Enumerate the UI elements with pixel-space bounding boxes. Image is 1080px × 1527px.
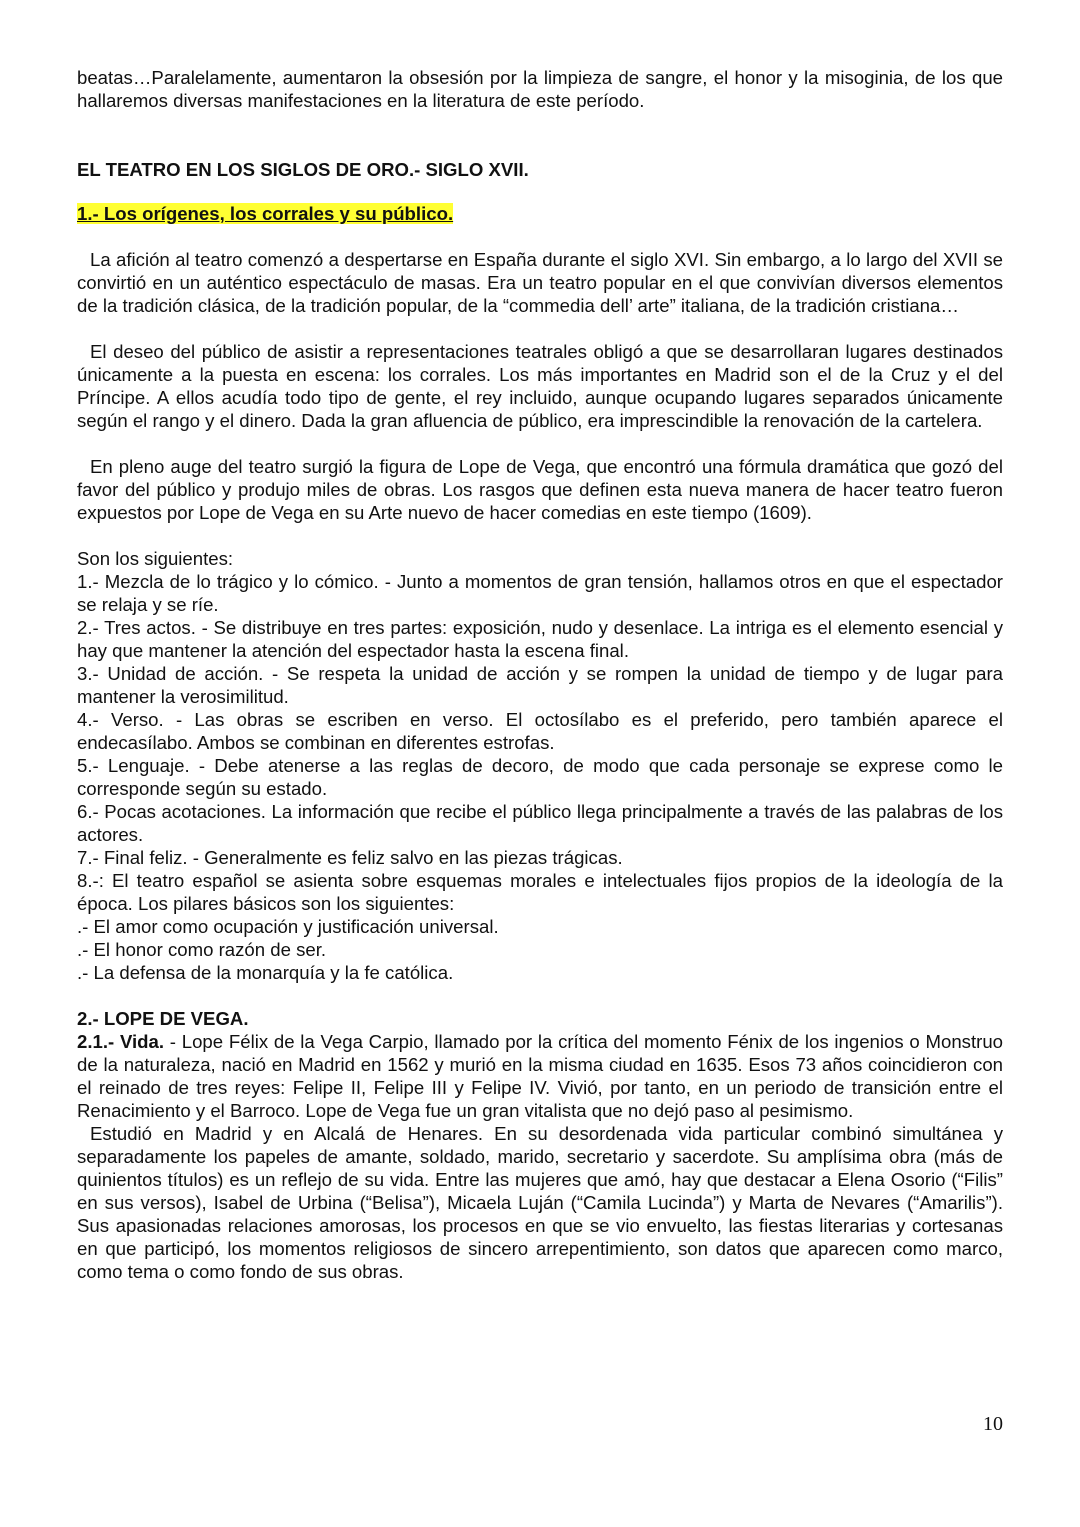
subsection-title: 1.- Los orígenes, los corrales y su público. — [77, 203, 454, 224]
intro-continuation: beatas…Paralelamente, aumentaron la obsesión por la limpieza de sangre, el honor y la misoginia, de los que hallaremos diversas manifestaciones en la literatura de este período. — [77, 67, 1003, 111]
paragraph-origins: La afición al teatro comenzó a despertarse en España durante el siglo XVI. Sin embargo, a lo largo del XVII se convirtió en un auténtico espectáculo de masas. Era un teatro popular en el que convivían diversos elementos de la tradición clásica, de la tradición popular, de la “commedia dell’ arte” italiana, de la tradición cristiana… — [77, 249, 1003, 316]
spacer — [77, 317, 1003, 340]
spacer — [77, 984, 1003, 1007]
vida-paragraph-2: Estudió en Madrid y en Alcalá de Henares. En su desordenada vida particular combinó simultánea y separadamente los papeles de amante, soldado, marido, secretario y sacerdote. Su amplísima obra (más de quinientos títulos) es un reflejo de su vida. Entre las mujeres que amó, hay que destacar a Elena Osorio (“Filis” en sus versos), Isabel de Urbina (“Belisa”), Micaela Luján (“Camila Lucinda”) y Marta de Nevares (“Amarilis”). Sus apasionadas relaciones amorosas, los procesos en que se vio envuelto, las fiestas literarias y cortesanas en que participó, los momentos religiosos de sincero arrepentimiento, son datos que aparecen como marco, como tema o como fondo de sus obras. — [77, 1123, 1003, 1282]
list-item: 1.- Mezcla de lo trágico y lo cómico. - Junto a momentos de gran tensión, hallamos otros en que el espectador se relaja y se ríe. — [77, 571, 1003, 615]
spacer — [77, 524, 1003, 547]
spacer — [77, 112, 1003, 158]
paragraph-lope: En pleno auge del teatro surgió la figura de Lope de Vega, que encontró una fórmula dramática que gozó del favor del público y produjo miles de obras. Los rasgos que definen esta nueva manera de hacer teatro fueron expuestos por Lope de Vega en su Arte nuevo de hacer comedias en este tiempo (1609). — [77, 456, 1003, 523]
spacer — [77, 181, 1003, 202]
section-title: EL TEATRO EN LOS SIGLOS DE ORO.- SIGLO XVII. — [77, 159, 529, 180]
subsection-title-wrapper — [77, 202, 1003, 225]
spacer — [77, 432, 1003, 455]
section2-title: 2.- LOPE DE VEGA. — [77, 1008, 249, 1029]
list-item: 5.- Lenguaje. - Debe atenerse a las reglas de decoro, de modo que cada personaje se exprese como le corresponde según su estado. — [77, 755, 1003, 799]
vida-label: 2.1.- Vida. — [77, 1031, 165, 1052]
page-content — [77, 66, 1003, 1283]
list-intro: Son los siguientes: — [77, 548, 234, 569]
list-item: 3.- Unidad de acción. - Se respeta la unidad de acción y se rompen la unidad de tiempo y de lugar para mantener la verosimilitud. — [77, 663, 1003, 707]
list-item: .- El honor como razón de ser. — [77, 939, 327, 960]
spacer — [77, 225, 1003, 248]
list-item: 2.- Tres actos. - Se distribuye en tres partes: exposición, nudo y desenlace. La intriga es el elemento esencial y hay que mantener la atención del espectador hasta la escena final. — [77, 617, 1003, 661]
vida-text: - Lope Félix de la Vega Carpio, llamado por la crítica del momento Fénix de los ingenios o Monstruo de la naturaleza, nació en Madrid en 1562 y murió en la misma ciudad en 1635. Esos 73 años coincidieron con el reinado de tres reyes: Felipe II, Felipe III y Felipe IV. Vivió, por tanto, en un periodo de transición entre el Renacimiento y el Barroco. Lope de Vega fue un gran vitalista que no dejó paso al pesimismo. — [77, 1031, 1004, 1121]
page-number: 10 — [983, 1413, 1003, 1435]
list-item: 7.- Final feliz. - Generalmente es feliz salvo en las piezas trágicas. — [77, 847, 623, 868]
list-item: 4.- Verso. - Las obras se escriben en verso. El octosílabo es el preferido, pero también aparece el endecasílabo. Ambos se combinan en diferentes estrofas. — [77, 709, 1003, 753]
list-item: .- El amor como ocupación y justificación universal. — [77, 916, 499, 937]
list-item: .- La defensa de la monarquía y la fe católica. — [77, 962, 454, 983]
vida-paragraph — [77, 1030, 1003, 1122]
list-item: 8.-: El teatro español se asienta sobre esquemas morales e intelectuales fijos propios de la ideología de la época. Los pilares básicos son los siguientes: — [77, 870, 1003, 914]
paragraph-corrales: El deseo del público de asistir a representaciones teatrales obligó a que se desarrollaran lugares destinados únicamente a la puesta en escena: los corrales. Los más importantes en Madrid son el de la Cruz y el del Príncipe. A ellos acudía todo tipo de gente, el rey incluido, aunque ocupando lugares separados únicamente según el rango y el dinero. Dada la gran afluencia de público, era imprescindible la renovación de la cartelera. — [77, 341, 1003, 431]
list-item: 6.- Pocas acotaciones. La información que recibe el público llega principalmente a través de las palabras de los actores. — [77, 801, 1003, 845]
